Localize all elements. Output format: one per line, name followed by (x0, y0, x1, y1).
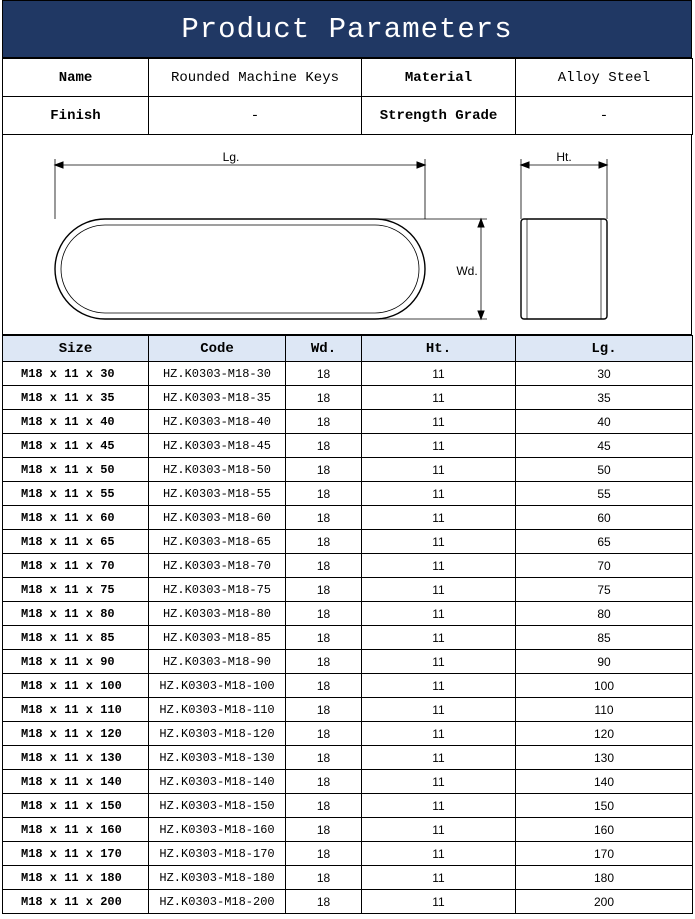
lg-cell: 200 (516, 890, 693, 914)
size-cell: M18 x 11 x 160 (3, 818, 149, 842)
lg-cell: 170 (516, 842, 693, 866)
wd-cell: 18 (286, 674, 362, 698)
lg-label: Lg. (222, 150, 240, 164)
code-cell: HZ.K0303-M18-100 (149, 674, 286, 698)
ht-cell: 11 (362, 794, 516, 818)
lg-cell: 55 (516, 482, 693, 506)
table-row (3, 554, 693, 578)
table-row (3, 458, 693, 482)
ht-cell: 11 (362, 602, 516, 626)
size-cell: M18 x 11 x 30 (3, 362, 149, 386)
info-row-name (3, 59, 693, 97)
code-cell: HZ.K0303-M18-110 (149, 698, 286, 722)
wd-cell: 18 (286, 866, 362, 890)
table-row (3, 434, 693, 458)
table-row (3, 842, 693, 866)
size-cell: M18 x 11 x 200 (3, 890, 149, 914)
col-header-lg: Lg. (516, 336, 693, 362)
size-cell: M18 x 11 x 150 (3, 794, 149, 818)
size-cell: M18 x 11 x 140 (3, 770, 149, 794)
info-table (2, 58, 693, 135)
col-header-size: Size (3, 336, 149, 362)
col-header-code: Code (149, 336, 286, 362)
key-top-view (55, 159, 487, 319)
size-cell: M18 x 11 x 110 (3, 698, 149, 722)
ht-cell: 11 (362, 746, 516, 770)
lg-cell: 90 (516, 650, 693, 674)
size-cell: M18 x 11 x 130 (3, 746, 149, 770)
finish-label: Finish (3, 97, 149, 135)
size-cell: M18 x 11 x 55 (3, 482, 149, 506)
size-cell: M18 x 11 x 60 (3, 506, 149, 530)
lg-cell: 120 (516, 722, 693, 746)
size-cell: M18 x 11 x 170 (3, 842, 149, 866)
parameters-table (2, 335, 693, 914)
wd-cell: 18 (286, 506, 362, 530)
table-row (3, 506, 693, 530)
page-title: Product Parameters (2, 0, 692, 58)
wd-cell: 18 (286, 794, 362, 818)
lg-cell: 45 (516, 434, 693, 458)
table-row (3, 674, 693, 698)
table-row (3, 698, 693, 722)
wd-cell: 18 (286, 602, 362, 626)
strength-grade-label: Strength Grade (362, 97, 516, 135)
wd-cell: 18 (286, 578, 362, 602)
code-cell: HZ.K0303-M18-130 (149, 746, 286, 770)
wd-cell: 18 (286, 842, 362, 866)
ht-label: Ht. (556, 150, 572, 164)
lg-cell: 40 (516, 410, 693, 434)
code-cell: HZ.K0303-M18-45 (149, 434, 286, 458)
lg-cell: 80 (516, 602, 693, 626)
ht-cell: 11 (362, 578, 516, 602)
ht-cell: 11 (362, 530, 516, 554)
code-cell: HZ.K0303-M18-60 (149, 506, 286, 530)
ht-cell: 11 (362, 770, 516, 794)
table-row (3, 626, 693, 650)
code-cell: HZ.K0303-M18-70 (149, 554, 286, 578)
size-cell: M18 x 11 x 180 (3, 866, 149, 890)
code-cell: HZ.K0303-M18-55 (149, 482, 286, 506)
ht-cell: 11 (362, 722, 516, 746)
table-row (3, 818, 693, 842)
table-row (3, 410, 693, 434)
wd-cell: 18 (286, 650, 362, 674)
code-cell: HZ.K0303-M18-90 (149, 650, 286, 674)
lg-cell: 140 (516, 770, 693, 794)
ht-cell: 11 (362, 554, 516, 578)
code-cell: HZ.K0303-M18-140 (149, 770, 286, 794)
wd-cell: 18 (286, 458, 362, 482)
size-cell: M18 x 11 x 45 (3, 434, 149, 458)
ht-cell: 11 (362, 866, 516, 890)
size-cell: M18 x 11 x 40 (3, 410, 149, 434)
size-cell: M18 x 11 x 50 (3, 458, 149, 482)
lg-cell: 35 (516, 386, 693, 410)
wd-cell: 18 (286, 770, 362, 794)
wd-cell: 18 (286, 890, 362, 914)
info-row-finish (3, 97, 693, 135)
table-row (3, 362, 693, 386)
code-cell: HZ.K0303-M18-50 (149, 458, 286, 482)
table-row (3, 890, 693, 914)
table-row (3, 602, 693, 626)
wd-cell: 18 (286, 698, 362, 722)
wd-cell: 18 (286, 410, 362, 434)
wd-cell: 18 (286, 626, 362, 650)
wd-cell: 18 (286, 554, 362, 578)
table-body (3, 362, 693, 914)
ht-cell: 11 (362, 362, 516, 386)
size-cell: M18 x 11 x 35 (3, 386, 149, 410)
ht-cell: 11 (362, 890, 516, 914)
size-cell: M18 x 11 x 120 (3, 722, 149, 746)
table-row (3, 746, 693, 770)
lg-cell: 70 (516, 554, 693, 578)
table-row (3, 770, 693, 794)
table-row (3, 722, 693, 746)
wd-cell: 18 (286, 482, 362, 506)
ht-cell: 11 (362, 410, 516, 434)
ht-cell: 11 (362, 698, 516, 722)
lg-cell: 150 (516, 794, 693, 818)
ht-cell: 11 (362, 458, 516, 482)
ht-cell: 11 (362, 842, 516, 866)
lg-cell: 160 (516, 818, 693, 842)
size-cell: M18 x 11 x 70 (3, 554, 149, 578)
code-cell: HZ.K0303-M18-200 (149, 890, 286, 914)
code-cell: HZ.K0303-M18-65 (149, 530, 286, 554)
table-row (3, 650, 693, 674)
size-cell: M18 x 11 x 75 (3, 578, 149, 602)
table-row (3, 530, 693, 554)
code-cell: HZ.K0303-M18-170 (149, 842, 286, 866)
wd-cell: 18 (286, 722, 362, 746)
lg-cell: 75 (516, 578, 693, 602)
table-row (3, 578, 693, 602)
material-label: Material (362, 59, 516, 97)
ht-cell: 11 (362, 482, 516, 506)
wd-cell: 18 (286, 818, 362, 842)
wd-cell: 18 (286, 746, 362, 770)
ht-cell: 11 (362, 434, 516, 458)
code-cell: HZ.K0303-M18-80 (149, 602, 286, 626)
size-cell: M18 x 11 x 90 (3, 650, 149, 674)
table-header-row (3, 336, 693, 362)
ht-cell: 11 (362, 626, 516, 650)
lg-cell: 180 (516, 866, 693, 890)
material-value: Alloy Steel (516, 59, 693, 97)
ht-cell: 11 (362, 506, 516, 530)
wd-cell: 18 (286, 530, 362, 554)
code-cell: HZ.K0303-M18-150 (149, 794, 286, 818)
table-row (3, 794, 693, 818)
wd-cell: 18 (286, 434, 362, 458)
ht-cell: 11 (362, 818, 516, 842)
code-cell: HZ.K0303-M18-35 (149, 386, 286, 410)
ht-cell: 11 (362, 674, 516, 698)
size-cell: M18 x 11 x 85 (3, 626, 149, 650)
code-cell: HZ.K0303-M18-120 (149, 722, 286, 746)
lg-cell: 85 (516, 626, 693, 650)
col-header-wd: Wd. (286, 336, 362, 362)
table-row (3, 386, 693, 410)
strength-grade-value: - (516, 97, 693, 135)
name-label: Name (3, 59, 149, 97)
lg-cell: 65 (516, 530, 693, 554)
name-value: Rounded Machine Keys (149, 59, 362, 97)
ht-cell: 11 (362, 650, 516, 674)
lg-cell: 100 (516, 674, 693, 698)
col-header-ht: Ht. (362, 336, 516, 362)
key-side-view (521, 159, 607, 319)
table-row (3, 482, 693, 506)
lg-cell: 50 (516, 458, 693, 482)
technical-drawing (2, 135, 692, 335)
code-cell: HZ.K0303-M18-40 (149, 410, 286, 434)
size-cell: M18 x 11 x 80 (3, 602, 149, 626)
lg-cell: 110 (516, 698, 693, 722)
finish-value: - (149, 97, 362, 135)
wd-label: Wd. (456, 264, 478, 278)
code-cell: HZ.K0303-M18-160 (149, 818, 286, 842)
size-cell: M18 x 11 x 65 (3, 530, 149, 554)
code-cell: HZ.K0303-M18-30 (149, 362, 286, 386)
key-drawing-svg (3, 135, 693, 335)
lg-cell: 130 (516, 746, 693, 770)
code-cell: HZ.K0303-M18-85 (149, 626, 286, 650)
wd-cell: 18 (286, 386, 362, 410)
size-cell: M18 x 11 x 100 (3, 674, 149, 698)
lg-cell: 60 (516, 506, 693, 530)
ht-cell: 11 (362, 386, 516, 410)
lg-cell: 30 (516, 362, 693, 386)
code-cell: HZ.K0303-M18-180 (149, 866, 286, 890)
wd-cell: 18 (286, 362, 362, 386)
product-sheet (2, 0, 692, 914)
code-cell: HZ.K0303-M18-75 (149, 578, 286, 602)
table-row (3, 866, 693, 890)
